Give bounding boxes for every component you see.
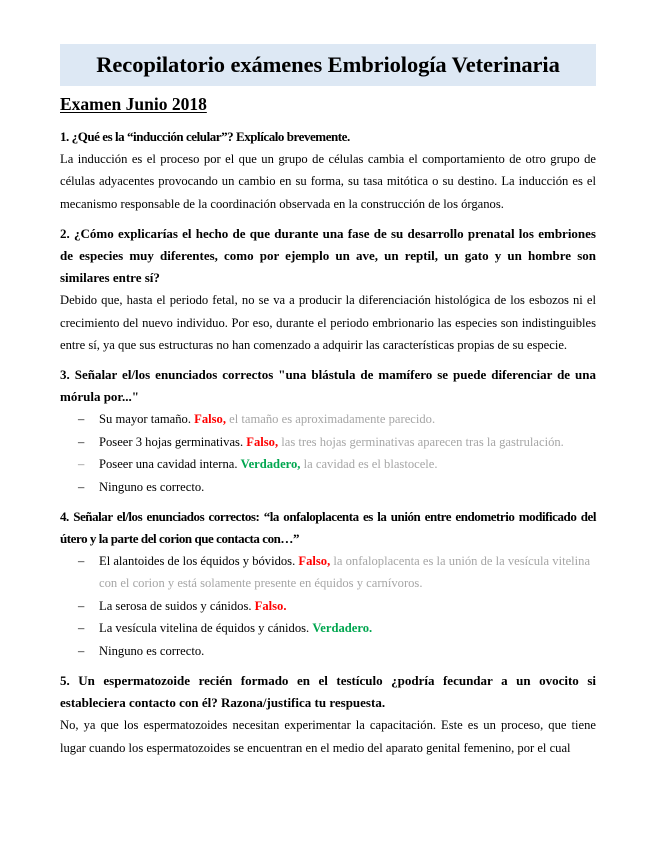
list-item <box>60 453 596 475</box>
option-text: El alantoides de los équidos y bóvidos. <box>99 554 296 569</box>
question-1: 1. ¿Qué es la “inducción celular”? Explícalo brevemente. <box>60 129 350 144</box>
document-title: Recopilatorio exámenes Embriología Veterinaria <box>96 52 560 77</box>
answer-2: Debido que, hasta el periodo fetal, no se va a producir la diferenciación histológica de los esbozos ni el crecimiento del nuevo individuo. Por eso, durante el periodo embrionario las especies son indistinguibles entre sí, ya que sus estructuras no han comenzado a adquirir las características propias de su especie. <box>60 293 596 353</box>
document-body <box>60 126 596 759</box>
dash-bullet: – <box>78 457 85 472</box>
question-4-options <box>60 550 596 662</box>
option-text: La serosa de suidos y cánidos. <box>99 598 252 613</box>
answer-5: No, ya que los espermatozoides necesitan experimentar la capacitación. Este es un proceso, que tiene lugar cuando los espermatozoides se encuentran en el medio del aparato genital femenino, por el cual <box>60 718 596 755</box>
option-text: La vesícula vitelina de équidos y cánidos. <box>99 621 310 636</box>
question-5: 5. Un espermatozoide recién formado en el testículo ¿podría fecundar a un ovocito si estableciera contacto con él? Razona/justifica tu respuesta. <box>60 673 596 711</box>
list-item <box>60 550 596 595</box>
option-note: las tres hojas germinativas aparecen tras la gastrulación. <box>281 434 564 449</box>
verdict-true: Verdadero. <box>312 621 373 636</box>
option-note: la cavidad es el blastocele. <box>303 457 438 472</box>
exam-heading: Examen Junio 2018 <box>60 94 207 114</box>
dash-bullet: – <box>78 598 85 613</box>
question-2: 2. ¿Cómo explicarías el hecho de que durante una fase de su desarrollo prenatal los embriones de especies muy diferentes, como por ejemplo un ave, un reptil, un gato y un hombre son similares entre sí? <box>60 226 596 286</box>
list-item <box>60 595 596 617</box>
option-text: Ninguno es correcto. <box>99 643 205 658</box>
list-item <box>60 640 596 662</box>
option-text: Ninguno es correcto. <box>99 479 205 494</box>
verdict-false: Falso, <box>246 434 279 449</box>
answer-1: La inducción es el proceso por el que un grupo de células cambia el comportamiento de otro grupo de células adyacentes provocando un cambio en su forma, su tasa mitótica o su destino. La inducción es el mecanismo responsable de la coordinación observada en la construcción de los órganos. <box>60 152 596 211</box>
verdict-false: Falso. <box>254 598 287 613</box>
option-note: la onfaloplacenta es la unión de la vesícula vitelina con el corion y está solamente presente en équidos y carnívoros. <box>99 554 591 591</box>
title-banner <box>60 44 596 86</box>
list-item <box>60 617 596 639</box>
verdict-true: Verdadero, <box>240 457 301 472</box>
verdict-false: Falso, <box>194 412 226 427</box>
dash-bullet: – <box>78 554 85 569</box>
dash-bullet: – <box>78 479 85 494</box>
dash-bullet: – <box>78 621 85 636</box>
dash-bullet: – <box>78 643 85 658</box>
option-text: Poseer una cavidad interna. <box>99 457 238 472</box>
option-note: el tamaño es aproximadamente parecido. <box>229 412 436 427</box>
question-3: 3. Señalar el/los enunciados correctos "una blástula de mamífero se puede diferenciar de una mórula por..." <box>60 367 596 405</box>
dash-bullet: – <box>78 412 85 427</box>
question-3-options <box>60 408 596 498</box>
option-text: Poseer 3 hojas germinativas. <box>99 434 244 449</box>
dash-bullet: – <box>78 434 85 449</box>
question-4: 4. Señalar el/los enunciados correctos: “la onfaloplacenta es la unión entre endometrio modificado del útero y la parte del corion que contacta con…” <box>60 509 596 547</box>
option-text: Su mayor tamaño. <box>99 412 191 427</box>
list-item <box>60 476 596 498</box>
verdict-false: Falso, <box>298 554 331 569</box>
list-item <box>60 431 596 453</box>
list-item <box>60 408 596 430</box>
